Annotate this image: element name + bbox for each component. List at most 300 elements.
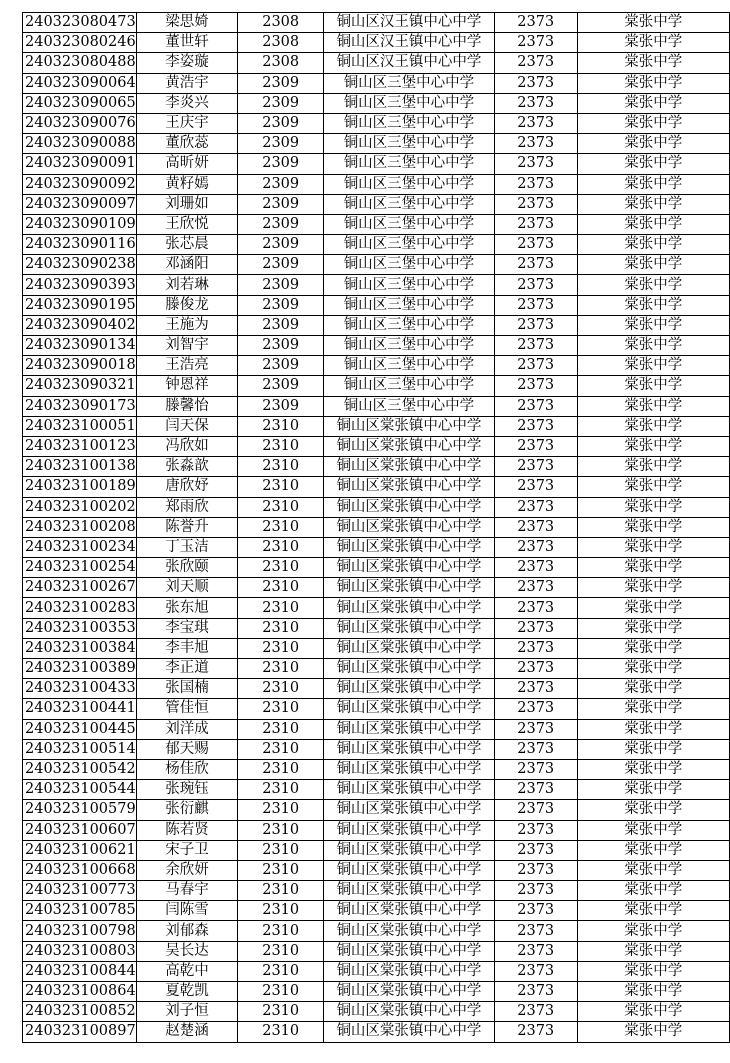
admitted-school-cell: 棠张中学	[577, 982, 729, 1002]
class-code-cell: 2308	[238, 53, 324, 73]
class-code-cell: 2310	[238, 679, 324, 699]
school-code-cell: 2373	[494, 154, 577, 174]
student-name-cell: 张淼歆	[136, 457, 238, 477]
admission-table-body	[23, 13, 730, 1043]
admitted-school-cell: 棠张中学	[577, 739, 729, 759]
admitted-school-cell: 棠张中学	[577, 679, 729, 699]
admitted-school-cell: 棠张中学	[577, 780, 729, 800]
class-code-cell: 2310	[238, 517, 324, 537]
table-row	[23, 638, 730, 658]
admitted-school-cell: 棠张中学	[577, 194, 729, 214]
table-row	[23, 961, 730, 981]
student-name-cell: 刘智宇	[136, 336, 238, 356]
admitted-school-cell: 棠张中学	[577, 154, 729, 174]
middle-school-cell: 铜山区三堡中心中学	[324, 396, 495, 416]
student-name-cell: 刘若琳	[136, 275, 238, 295]
school-code-cell: 2373	[494, 13, 577, 33]
student-name-cell: 李丰旭	[136, 638, 238, 658]
admitted-school-cell: 棠张中学	[577, 275, 729, 295]
exam-number-cell: 240323090402	[23, 315, 137, 335]
student-name-cell: 张东旭	[136, 598, 238, 618]
exam-number-cell: 240323100189	[23, 477, 137, 497]
middle-school-cell: 铜山区三堡中心中学	[324, 336, 495, 356]
class-code-cell: 2310	[238, 699, 324, 719]
table-row	[23, 719, 730, 739]
table-row	[23, 901, 730, 921]
class-code-cell: 2310	[238, 477, 324, 497]
class-code-cell: 2310	[238, 881, 324, 901]
school-code-cell: 2373	[494, 376, 577, 396]
school-code-cell: 2373	[494, 113, 577, 133]
student-name-cell: 王施为	[136, 315, 238, 335]
table-row	[23, 477, 730, 497]
student-name-cell: 陈若贤	[136, 820, 238, 840]
admitted-school-cell: 棠张中学	[577, 578, 729, 598]
class-code-cell: 2309	[238, 356, 324, 376]
student-name-cell: 张欣颐	[136, 558, 238, 578]
exam-number-cell: 240323090088	[23, 134, 137, 154]
admitted-school-cell: 棠张中学	[577, 1022, 729, 1042]
middle-school-cell: 铜山区三堡中心中学	[324, 93, 495, 113]
class-code-cell: 2309	[238, 134, 324, 154]
class-code-cell: 2309	[238, 93, 324, 113]
middle-school-cell: 铜山区三堡中心中学	[324, 214, 495, 234]
class-code-cell: 2309	[238, 255, 324, 275]
student-name-cell: 邓涵阳	[136, 255, 238, 275]
school-code-cell: 2373	[494, 457, 577, 477]
class-code-cell: 2310	[238, 961, 324, 981]
student-name-cell: 李姿璇	[136, 53, 238, 73]
exam-number-cell: 240323090092	[23, 174, 137, 194]
exam-number-cell: 240323100445	[23, 719, 137, 739]
student-name-cell: 黄籽嫣	[136, 174, 238, 194]
admitted-school-cell: 棠张中学	[577, 800, 729, 820]
table-row	[23, 820, 730, 840]
student-name-cell: 李宝琪	[136, 618, 238, 638]
student-name-cell: 余欣妍	[136, 860, 238, 880]
table-row	[23, 235, 730, 255]
middle-school-cell: 铜山区三堡中心中学	[324, 376, 495, 396]
table-row	[23, 759, 730, 779]
admitted-school-cell: 棠张中学	[577, 921, 729, 941]
middle-school-cell: 铜山区三堡中心中学	[324, 255, 495, 275]
admitted-school-cell: 棠张中学	[577, 315, 729, 335]
exam-number-cell: 240323090116	[23, 235, 137, 255]
middle-school-cell: 铜山区棠张镇中心中学	[324, 1002, 495, 1022]
table-row	[23, 699, 730, 719]
exam-number-cell: 240323100433	[23, 679, 137, 699]
class-code-cell: 2310	[238, 780, 324, 800]
middle-school-cell: 铜山区三堡中心中学	[324, 235, 495, 255]
student-name-cell: 王庆宇	[136, 113, 238, 133]
table-row	[23, 618, 730, 638]
admitted-school-cell: 棠张中学	[577, 73, 729, 93]
exam-number-cell: 240323090091	[23, 154, 137, 174]
table-row	[23, 275, 730, 295]
admitted-school-cell: 棠张中学	[577, 477, 729, 497]
student-name-cell: 李正道	[136, 659, 238, 679]
middle-school-cell: 铜山区棠张镇中心中学	[324, 537, 495, 557]
school-code-cell: 2373	[494, 739, 577, 759]
table-row	[23, 800, 730, 820]
table-row	[23, 33, 730, 53]
table-row	[23, 517, 730, 537]
exam-number-cell: 240323100897	[23, 1022, 137, 1042]
table-row	[23, 113, 730, 133]
admitted-school-cell: 棠张中学	[577, 901, 729, 921]
middle-school-cell: 铜山区棠张镇中心中学	[324, 961, 495, 981]
middle-school-cell: 铜山区棠张镇中心中学	[324, 679, 495, 699]
admitted-school-cell: 棠张中学	[577, 719, 729, 739]
student-name-cell: 刘子恒	[136, 1002, 238, 1022]
student-name-cell: 冯欣如	[136, 436, 238, 456]
exam-number-cell: 240323100138	[23, 457, 137, 477]
student-name-cell: 张芯晨	[136, 235, 238, 255]
table-row	[23, 396, 730, 416]
student-name-cell: 刘洋成	[136, 719, 238, 739]
class-code-cell: 2309	[238, 194, 324, 214]
school-code-cell: 2373	[494, 659, 577, 679]
student-name-cell: 刘郁森	[136, 921, 238, 941]
school-code-cell: 2373	[494, 820, 577, 840]
table-row	[23, 356, 730, 376]
middle-school-cell: 铜山区棠张镇中心中学	[324, 1022, 495, 1042]
student-name-cell: 张衍麒	[136, 800, 238, 820]
school-code-cell: 2373	[494, 901, 577, 921]
admitted-school-cell: 棠张中学	[577, 941, 729, 961]
school-code-cell: 2373	[494, 881, 577, 901]
admitted-school-cell: 棠张中学	[577, 436, 729, 456]
table-row	[23, 336, 730, 356]
exam-number-cell: 240323090238	[23, 255, 137, 275]
student-name-cell: 梁思婍	[136, 13, 238, 33]
middle-school-cell: 铜山区三堡中心中学	[324, 113, 495, 133]
exam-number-cell: 240323090134	[23, 336, 137, 356]
school-code-cell: 2373	[494, 497, 577, 517]
exam-number-cell: 240323100234	[23, 537, 137, 557]
middle-school-cell: 铜山区三堡中心中学	[324, 73, 495, 93]
student-name-cell: 高乾中	[136, 961, 238, 981]
class-code-cell: 2310	[238, 860, 324, 880]
class-code-cell: 2310	[238, 457, 324, 477]
table-row	[23, 1022, 730, 1042]
admitted-school-cell: 棠张中学	[577, 93, 729, 113]
table-row	[23, 558, 730, 578]
admitted-school-cell: 棠张中学	[577, 558, 729, 578]
table-row	[23, 255, 730, 275]
school-code-cell: 2373	[494, 840, 577, 860]
school-code-cell: 2373	[494, 517, 577, 537]
class-code-cell: 2310	[238, 719, 324, 739]
admitted-school-cell: 棠张中学	[577, 961, 729, 981]
school-code-cell: 2373	[494, 33, 577, 53]
table-row	[23, 154, 730, 174]
table-row	[23, 659, 730, 679]
exam-number-cell: 240323090065	[23, 93, 137, 113]
school-code-cell: 2373	[494, 578, 577, 598]
school-code-cell: 2373	[494, 194, 577, 214]
school-code-cell: 2373	[494, 699, 577, 719]
middle-school-cell: 铜山区棠张镇中心中学	[324, 941, 495, 961]
exam-number-cell: 240323100864	[23, 982, 137, 1002]
admitted-school-cell: 棠张中学	[577, 820, 729, 840]
student-name-cell: 马春宇	[136, 881, 238, 901]
class-code-cell: 2310	[238, 982, 324, 1002]
student-name-cell: 高昕妍	[136, 154, 238, 174]
table-row	[23, 881, 730, 901]
middle-school-cell: 铜山区棠张镇中心中学	[324, 739, 495, 759]
middle-school-cell: 铜山区三堡中心中学	[324, 275, 495, 295]
class-code-cell: 2310	[238, 820, 324, 840]
exam-number-cell: 240323100803	[23, 941, 137, 961]
school-code-cell: 2373	[494, 961, 577, 981]
school-code-cell: 2373	[494, 214, 577, 234]
school-code-cell: 2373	[494, 356, 577, 376]
admitted-school-cell: 棠张中学	[577, 356, 729, 376]
table-row	[23, 376, 730, 396]
middle-school-cell: 铜山区棠张镇中心中学	[324, 860, 495, 880]
middle-school-cell: 铜山区棠张镇中心中学	[324, 699, 495, 719]
exam-number-cell: 240323100544	[23, 780, 137, 800]
table-row	[23, 457, 730, 477]
middle-school-cell: 铜山区三堡中心中学	[324, 194, 495, 214]
class-code-cell: 2310	[238, 436, 324, 456]
exam-number-cell: 240323100441	[23, 699, 137, 719]
admitted-school-cell: 棠张中学	[577, 457, 729, 477]
middle-school-cell: 铜山区棠张镇中心中学	[324, 759, 495, 779]
admitted-school-cell: 棠张中学	[577, 840, 729, 860]
exam-number-cell: 240323100123	[23, 436, 137, 456]
class-code-cell: 2309	[238, 295, 324, 315]
exam-number-cell: 240323100208	[23, 517, 137, 537]
school-code-cell: 2373	[494, 860, 577, 880]
school-code-cell: 2373	[494, 255, 577, 275]
middle-school-cell: 铜山区棠张镇中心中学	[324, 719, 495, 739]
student-name-cell: 钟恩祥	[136, 376, 238, 396]
admitted-school-cell: 棠张中学	[577, 255, 729, 275]
exam-number-cell: 240323100785	[23, 901, 137, 921]
admitted-school-cell: 棠张中学	[577, 537, 729, 557]
table-row	[23, 497, 730, 517]
middle-school-cell: 铜山区棠张镇中心中学	[324, 780, 495, 800]
school-code-cell: 2373	[494, 295, 577, 315]
class-code-cell: 2310	[238, 1022, 324, 1042]
class-code-cell: 2309	[238, 235, 324, 255]
exam-number-cell: 240323090321	[23, 376, 137, 396]
middle-school-cell: 铜山区棠张镇中心中学	[324, 558, 495, 578]
table-row	[23, 921, 730, 941]
admitted-school-cell: 棠张中学	[577, 659, 729, 679]
school-code-cell: 2373	[494, 396, 577, 416]
student-name-cell: 郁天赐	[136, 739, 238, 759]
middle-school-cell: 铜山区棠张镇中心中学	[324, 901, 495, 921]
student-name-cell: 刘珊如	[136, 194, 238, 214]
class-code-cell: 2309	[238, 214, 324, 234]
admitted-school-cell: 棠张中学	[577, 113, 729, 133]
table-row	[23, 578, 730, 598]
admitted-school-cell: 棠张中学	[577, 638, 729, 658]
admitted-school-cell: 棠张中学	[577, 618, 729, 638]
class-code-cell: 2310	[238, 416, 324, 436]
admitted-school-cell: 棠张中学	[577, 416, 729, 436]
exam-number-cell: 240323100668	[23, 860, 137, 880]
middle-school-cell: 铜山区棠张镇中心中学	[324, 598, 495, 618]
school-code-cell: 2373	[494, 598, 577, 618]
middle-school-cell: 铜山区汉王镇中心中学	[324, 13, 495, 33]
class-code-cell: 2310	[238, 759, 324, 779]
student-name-cell: 唐欣妤	[136, 477, 238, 497]
student-name-cell: 杨佳欣	[136, 759, 238, 779]
student-name-cell: 王欣悦	[136, 214, 238, 234]
student-name-cell: 滕馨怡	[136, 396, 238, 416]
middle-school-cell: 铜山区棠张镇中心中学	[324, 881, 495, 901]
middle-school-cell: 铜山区汉王镇中心中学	[324, 53, 495, 73]
student-name-cell: 张国楠	[136, 679, 238, 699]
table-row	[23, 53, 730, 73]
admitted-school-cell: 棠张中学	[577, 53, 729, 73]
class-code-cell: 2309	[238, 73, 324, 93]
class-code-cell: 2310	[238, 537, 324, 557]
exam-number-cell: 240323100202	[23, 497, 137, 517]
class-code-cell: 2309	[238, 396, 324, 416]
table-row	[23, 73, 730, 93]
class-code-cell: 2310	[238, 578, 324, 598]
exam-number-cell: 240323080473	[23, 13, 137, 33]
student-name-cell: 董欣蕊	[136, 134, 238, 154]
student-name-cell: 管佳恒	[136, 699, 238, 719]
exam-number-cell: 240323090018	[23, 356, 137, 376]
school-code-cell: 2373	[494, 982, 577, 1002]
middle-school-cell: 铜山区棠张镇中心中学	[324, 800, 495, 820]
exam-number-cell: 240323100542	[23, 759, 137, 779]
exam-number-cell: 240323090064	[23, 73, 137, 93]
school-code-cell: 2373	[494, 73, 577, 93]
table-row	[23, 295, 730, 315]
school-code-cell: 2373	[494, 336, 577, 356]
school-code-cell: 2373	[494, 436, 577, 456]
school-code-cell: 2373	[494, 800, 577, 820]
admitted-school-cell: 棠张中学	[577, 1002, 729, 1022]
exam-number-cell: 240323090097	[23, 194, 137, 214]
middle-school-cell: 铜山区三堡中心中学	[324, 356, 495, 376]
exam-number-cell: 240323090195	[23, 295, 137, 315]
admitted-school-cell: 棠张中学	[577, 376, 729, 396]
student-name-cell: 黄浩宇	[136, 73, 238, 93]
class-code-cell: 2310	[238, 901, 324, 921]
school-code-cell: 2373	[494, 477, 577, 497]
school-code-cell: 2373	[494, 416, 577, 436]
class-code-cell: 2308	[238, 33, 324, 53]
class-code-cell: 2310	[238, 497, 324, 517]
school-code-cell: 2373	[494, 537, 577, 557]
table-row	[23, 840, 730, 860]
table-row	[23, 13, 730, 33]
admitted-school-cell: 棠张中学	[577, 517, 729, 537]
middle-school-cell: 铜山区棠张镇中心中学	[324, 477, 495, 497]
table-row	[23, 194, 730, 214]
school-code-cell: 2373	[494, 679, 577, 699]
exam-number-cell: 240323100283	[23, 598, 137, 618]
school-code-cell: 2373	[494, 558, 577, 578]
admitted-school-cell: 棠张中学	[577, 295, 729, 315]
middle-school-cell: 铜山区棠张镇中心中学	[324, 517, 495, 537]
class-code-cell: 2310	[238, 941, 324, 961]
middle-school-cell: 铜山区三堡中心中学	[324, 174, 495, 194]
student-name-cell: 滕俊龙	[136, 295, 238, 315]
class-code-cell: 2310	[238, 840, 324, 860]
middle-school-cell: 铜山区棠张镇中心中学	[324, 416, 495, 436]
school-code-cell: 2373	[494, 780, 577, 800]
admitted-school-cell: 棠张中学	[577, 134, 729, 154]
exam-number-cell: 240323100798	[23, 921, 137, 941]
table-row	[23, 134, 730, 154]
school-code-cell: 2373	[494, 174, 577, 194]
school-code-cell: 2373	[494, 921, 577, 941]
table-row	[23, 93, 730, 113]
class-code-cell: 2309	[238, 315, 324, 335]
class-code-cell: 2310	[238, 558, 324, 578]
school-code-cell: 2373	[494, 618, 577, 638]
middle-school-cell: 铜山区棠张镇中心中学	[324, 578, 495, 598]
admitted-school-cell: 棠张中学	[577, 881, 729, 901]
exam-number-cell: 240323100852	[23, 1002, 137, 1022]
middle-school-cell: 铜山区棠张镇中心中学	[324, 457, 495, 477]
class-code-cell: 2309	[238, 336, 324, 356]
table-row	[23, 739, 730, 759]
table-row	[23, 679, 730, 699]
school-code-cell: 2373	[494, 1022, 577, 1042]
middle-school-cell: 铜山区棠张镇中心中学	[324, 921, 495, 941]
admitted-school-cell: 棠张中学	[577, 13, 729, 33]
admitted-school-cell: 棠张中学	[577, 699, 729, 719]
exam-number-cell: 240323090393	[23, 275, 137, 295]
school-code-cell: 2373	[494, 941, 577, 961]
exam-number-cell: 240323100514	[23, 739, 137, 759]
class-code-cell: 2309	[238, 174, 324, 194]
school-code-cell: 2373	[494, 759, 577, 779]
exam-number-cell: 240323100384	[23, 638, 137, 658]
admitted-school-cell: 棠张中学	[577, 396, 729, 416]
middle-school-cell: 铜山区三堡中心中学	[324, 154, 495, 174]
class-code-cell: 2309	[238, 113, 324, 133]
middle-school-cell: 铜山区三堡中心中学	[324, 295, 495, 315]
admission-table	[22, 12, 730, 1043]
school-code-cell: 2373	[494, 134, 577, 154]
table-row	[23, 436, 730, 456]
table-row	[23, 214, 730, 234]
table-row	[23, 780, 730, 800]
exam-number-cell: 240323100254	[23, 558, 137, 578]
table-row	[23, 416, 730, 436]
class-code-cell: 2309	[238, 275, 324, 295]
exam-number-cell: 240323100579	[23, 800, 137, 820]
school-code-cell: 2373	[494, 235, 577, 255]
class-code-cell: 2308	[238, 13, 324, 33]
admitted-school-cell: 棠张中学	[577, 33, 729, 53]
exam-number-cell: 240323100267	[23, 578, 137, 598]
student-name-cell: 宋子卫	[136, 840, 238, 860]
student-name-cell: 张琬钰	[136, 780, 238, 800]
class-code-cell: 2310	[238, 659, 324, 679]
middle-school-cell: 铜山区棠张镇中心中学	[324, 497, 495, 517]
student-name-cell: 夏乾凯	[136, 982, 238, 1002]
table-row	[23, 537, 730, 557]
admitted-school-cell: 棠张中学	[577, 497, 729, 517]
exam-number-cell: 240323100389	[23, 659, 137, 679]
admitted-school-cell: 棠张中学	[577, 860, 729, 880]
middle-school-cell: 铜山区棠张镇中心中学	[324, 618, 495, 638]
class-code-cell: 2310	[238, 921, 324, 941]
